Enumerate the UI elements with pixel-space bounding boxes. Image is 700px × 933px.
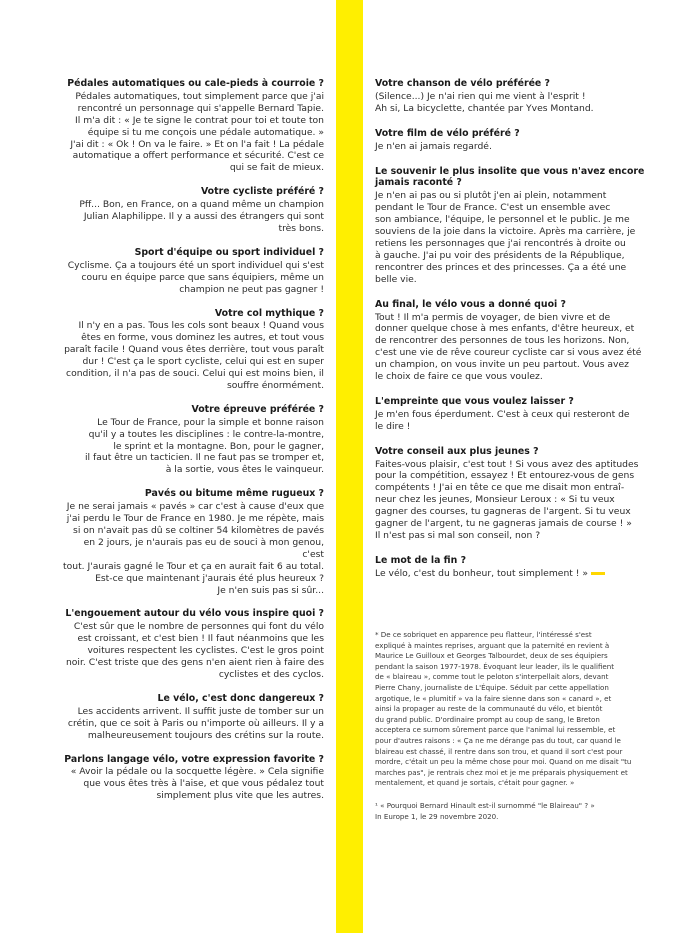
qa-block — [62, 78, 324, 174]
end-of-article-mark — [591, 572, 605, 575]
yellow-divider-bar — [336, 0, 363, 933]
question: L'empreinte que vous voulez laisser ? — [375, 395, 574, 407]
question: Votre conseil aux plus jeunes ? — [375, 445, 539, 457]
qa-block — [62, 247, 324, 296]
answer-text: Le vélo, c'est du bonheur, tout simplement ! » — [375, 567, 589, 579]
answer: Je n'en ai pas ou si plutôt j'en ai plein, notamment pendant le Tour de France. C'est un ensemble avec son ambiance, l'équipe, le personnel et le public. Je me souviens de la joie dans la victoire. Après ma carrière, je retiens les personnages que j'ai rencontrés à droite ou à gauche. J'ai pu voir des présidents de la République, rencontrer des princes et des princesses. Ça a été une belle vie. — [375, 190, 636, 285]
question: Votre épreuve préférée ? — [191, 403, 324, 415]
question: Parlons langage vélo, votre expression favorite ? — [64, 753, 324, 765]
qa-block — [62, 186, 324, 235]
question: Pédales automatiques ou cale-pieds à courroie ? — [67, 78, 324, 89]
footnote-star: * De ce sobriquet en apparence peu flatteur, l'intéressé s'est expliqué à maintes reprises, arguant que la paternité en revient à Maurice Le Guilloux et Georges Talbourdet, deux de ses équipiers pendant la saison 1977-1978. Évoquant leur leader, ils le qualifient de « blaireau », comme tout le peloton s'interpellait alors, devant Pierre Chany, journaliste de L'Équipe. Séduit par cette appellation argotique, le « plumitif » va la faire sienne dans son « canard », et ainsi la propager au reste de la communauté du vélo, et bientôt du grand public. D'ordinaire prompt au coup de sang, le Breton acceptera ce surnom sûrement parce que l'animal lui ressemble, et pour d'autres raisons : « Ça ne me dérange pas du tout, car quand le blaireau est chassé, il rentre dans son trou, et quand il sort c'est pour mordre, c'était un peu la même chose pour moi. Quand on me disait "tu marches pas", je rentrais chez moi et je me préparais physiquement et mentalement, et quand je sortais, c'était pour gagner. » — [375, 630, 632, 788]
question: Pavés ou bitume même rugueux ? — [144, 488, 324, 500]
question: Sport d'équipe ou sport individuel ? — [134, 246, 324, 258]
question: Votre col mythique ? — [214, 307, 324, 319]
answer: Faites-vous plaisir, c'est tout ! Si vous avez des aptitudes pour la compétition, essayez ! Et entourez-vous de gens compétents ! J'ai en tête ce que me disait mon entraî- neur chez les jeunes, Monsieur Leroux : « Si tu veux gagner des courses, tu gagneras de l'argent. Si tu veux gagner de l'argent, tu ne gagneras jamais de course ! » Il n'est pas si mal son conseil, non ? — [375, 458, 639, 541]
answer: Je m'en fous éperdument. C'est à ceux qui resteront de le dire ! — [375, 408, 630, 432]
question: Le souvenir le plus insolite que vous n'avez encore jamais raconté ? — [375, 165, 645, 189]
qa-block — [62, 608, 324, 680]
left-column — [62, 78, 324, 814]
qa-block — [375, 446, 647, 542]
qa-block — [375, 396, 647, 433]
question: Le mot de la fin ? — [375, 554, 467, 566]
question: Votre film de vélo préféré ? — [375, 127, 520, 139]
qa-block — [375, 299, 647, 383]
answer: Les accidents arrivent. Il suffit juste de tomber sur un crétin, que ce soit à Paris ou n'importe où ailleurs. Il y a malheureusement toujours des crétins sur la route. — [67, 705, 324, 741]
qa-block — [375, 555, 647, 580]
answer: Pff... Bon, en France, on a quand même un champion Julian Alaphilippe. Il y a aussi des étrangers qui sont très bons. — [79, 199, 324, 234]
footnotes — [375, 630, 647, 834]
footnote-one: ¹ « Pourquoi Bernard Hinault est-il surnommé "le Blaireau" ? » In Europe 1, le 29 novembre 2020. — [375, 800, 595, 821]
question: Votre cycliste préféré ? — [200, 186, 324, 198]
answer: « Avoir la pédale ou la socquette légère. » Cela signifie que vous êtes très à l'aise, et que vous pédalez tout simplement plus vite que les autres. — [70, 766, 324, 802]
answer: Pédales automatiques, tout simplement parce que j'ai rencontré un personnage qui s'appelle Bernard Tapie. Il m'a dit : « Je te signe le contrat pour toi et toute ton équipe si tu me conçois une pédale automatique. » J'ai dit : « Ok ! On va le faire. » Et on l'a fait ! La pédale automatique a offert performance et sécurité. C'est ce qui se fait de mieux. — [70, 90, 324, 174]
qa-block — [62, 693, 324, 742]
qa-block — [62, 488, 324, 596]
qa-block — [375, 78, 647, 115]
answer: Cyclisme. Ça a toujours été un sport individuel qui s'est couru en équipe parce que sans équipiers, même un champion ne peut pas gagner ! — [67, 259, 324, 295]
question: Au final, le vélo vous a donné quoi ? — [375, 298, 566, 310]
qa-block — [62, 404, 324, 476]
qa-block — [62, 754, 324, 803]
question: Le vélo, c'est donc dangereux ? — [157, 692, 324, 704]
answer: Tout ! Il m'a permis de voyager, de bien vivre et de donner quelque chose à mes enfants, d'être heureux, et de rencontrer des personnes de tous les horizons. Non, c'est une vie de rêve coureur cycliste car si vous avez été un champion, on vous invite un peu partout. Vous avez le choix de faire ce que vous voulez. — [375, 311, 642, 383]
question: L'engouement autour du vélo vous inspire quoi ? — [65, 608, 324, 620]
answer: Je ne serai jamais « pavés » car c'est à cause d'eux que j'ai perdu le Tour de France en 1980. Je me répète, mais si on n'avait pas dû se coltiner 54 kilomètres de pavés en 2 jours, je n'aurais pas eu de souci à mon genou, c'est tout. J'aurais gagné le Tour et ça en aurait fait 6 au total. Est-ce que maintenant j'aurais été plus heureux ? Je n'en suis pas si sûr... — [63, 501, 324, 596]
answer: Je n'en ai jamais regardé. — [375, 140, 492, 152]
answer — [375, 568, 647, 580]
answer: Il n'y en a pas. Tous les cols sont beaux ! Quand vous êtes en forme, vous dominez les autres, et tout vous paraît facile ! Quand vous êtes derrière, tout vous paraît dur ! C'est ça le sport cycliste, celui qui est en super condition, il n'a pas de souci. Celui qui est moins bien, il souffre énormément. — [64, 320, 324, 391]
question: Votre chanson de vélo préférée ? — [375, 78, 550, 89]
qa-block — [375, 166, 647, 286]
qa-block — [62, 308, 324, 392]
answer: C'est sûr que le nombre de personnes qui font du vélo est croissant, et c'est bien ! Il faut néanmoins que les voitures respectent les cyclistes. C'est le gros point noir. C'est triste que des gens n'en aient rien à faire des cyclistes et des cyclos. — [65, 621, 324, 680]
answer: Le Tour de France, pour la simple et bonne raison qu'il y a toutes les disciplines : le contre-la-montre, le sprint et la montagne. Bon, pour le gagner, il faut être un tacticien. Il ne faut pas se tromper et, à la sortie, vous êtes le vainqueur. — [85, 416, 324, 476]
answer: (Silence...) Je n'ai rien qui me vient à l'esprit ! Ah si, La bicyclette, chantée par Yves Montand. — [375, 90, 594, 114]
right-column — [375, 78, 647, 593]
qa-block — [375, 128, 647, 153]
